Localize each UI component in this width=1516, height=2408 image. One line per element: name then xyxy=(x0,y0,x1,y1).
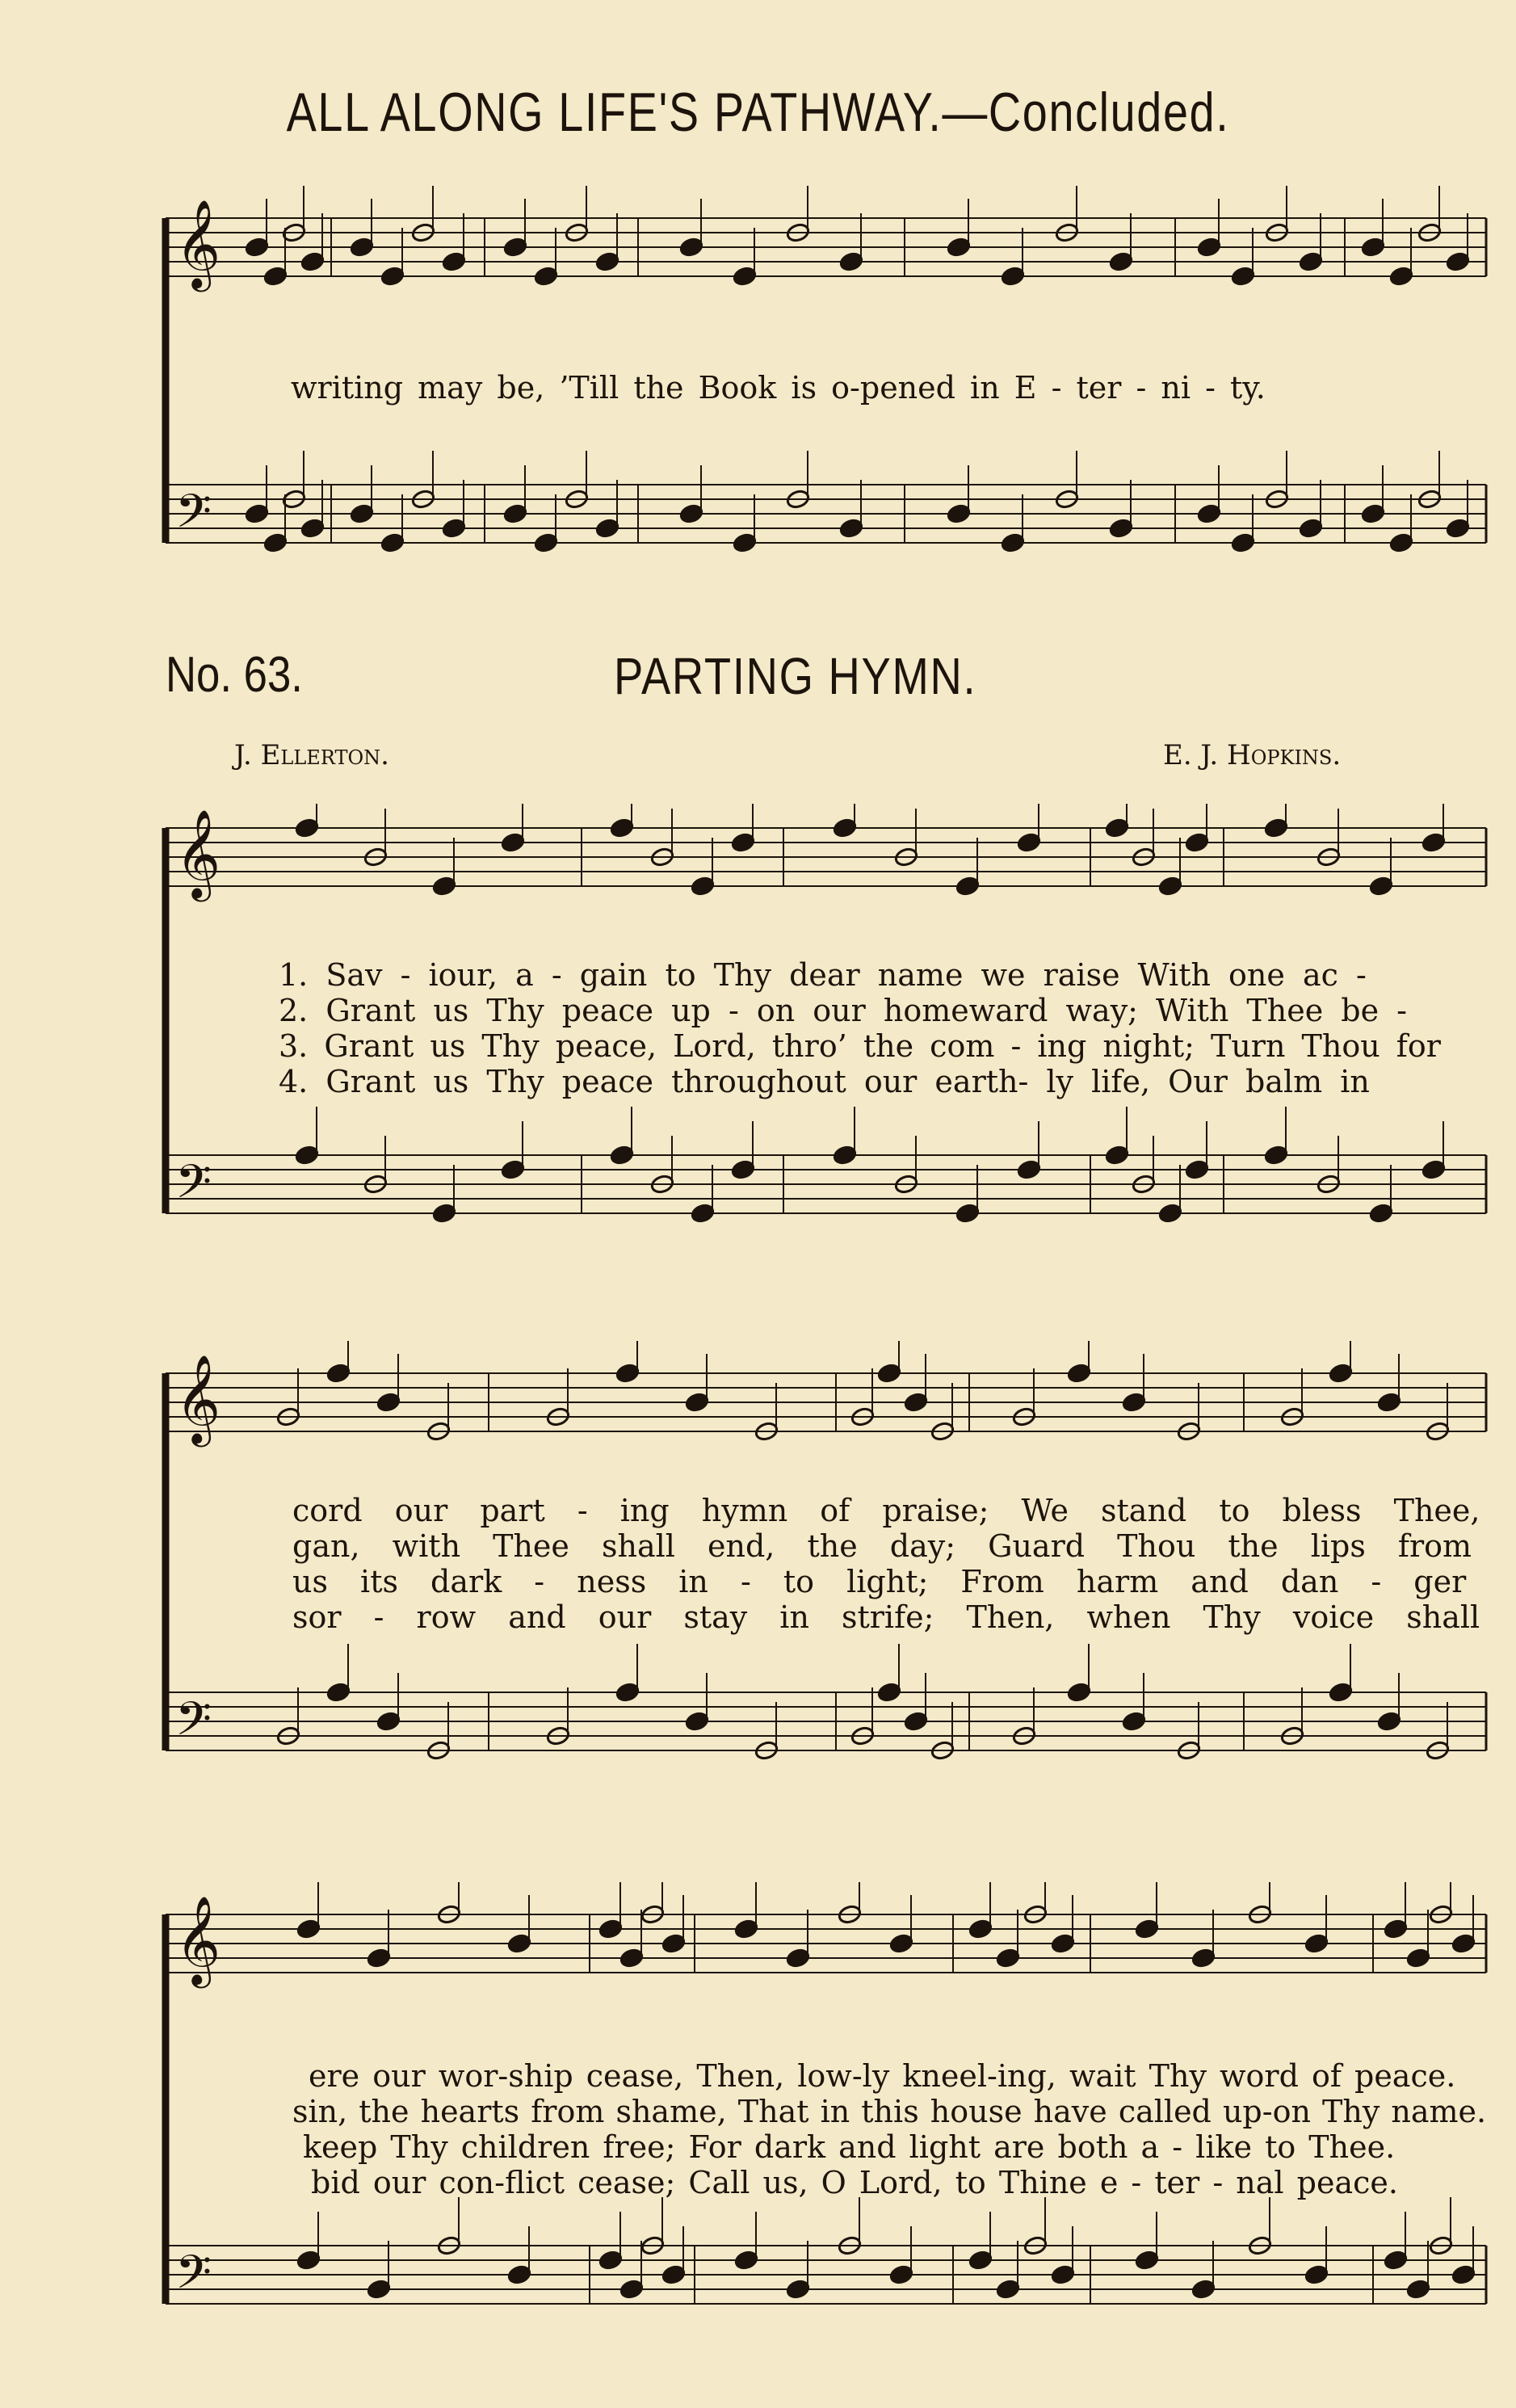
system2-verse-2: gan, with Thee shall end, the day; Guard Thou the lips from xyxy=(292,1528,1472,1564)
svg-text:𝄢: 𝄢 xyxy=(175,2245,212,2311)
system3-verse-4: bid our con-flict cease; Call us, O Lord, to Thine e - ter - nal peace. xyxy=(311,2165,1398,2200)
system2-verse-3: us its dark - ness in - to light; From harm and dan - ger xyxy=(292,1564,1467,1599)
svg-text:𝄞: 𝄞 xyxy=(175,809,221,898)
system2-verse-1: cord our part - ing hymn of praise; We stand to bless Thee, xyxy=(292,1493,1480,1528)
svg-text:𝄞: 𝄞 xyxy=(175,1355,221,1444)
system1-verse-3: 3. Grant us Thy peace, Lord, thro’ the com - ing night; Turn Thou for xyxy=(279,1028,1441,1064)
previous-hymn-title: ALL ALONG LIFE'S PATHWAY.—Concluded. xyxy=(286,82,1230,143)
svg-text:𝄞: 𝄞 xyxy=(175,200,221,288)
svg-text:𝄞: 𝄞 xyxy=(175,1896,221,1985)
hymn-number: No. 63. xyxy=(166,647,303,703)
hymn-composer: E. J. Hopkins. xyxy=(1163,739,1342,771)
hymn-title: PARTING HYMN. xyxy=(614,647,977,705)
system1-verse-1: 1. Sav - iour, a - gain to Thy dear name we raise With one ac - xyxy=(279,957,1367,993)
svg-text:𝄢: 𝄢 xyxy=(175,1691,212,1758)
system1-verse-2: 2. Grant us Thy peace up - on our homeward way; With Thee be - xyxy=(279,993,1408,1028)
system3-verse-3: keep Thy children free; For dark and light are both a - like to Thee. xyxy=(303,2129,1396,2165)
system1-verse-4: 4. Grant us Thy peace throughout our earth- ly life, Our balm in xyxy=(279,1064,1370,1099)
system3-verse-2: sin, the hearts from shame, That in this house have called up-on Thy name. xyxy=(292,2094,1487,2129)
hymn-author: J. Ellerton. xyxy=(234,739,389,771)
concluded-lyric-line: writing may be, ’Till the Book is o-pened in E - ter - ni - ty. xyxy=(291,370,1266,406)
system3-verse-1: ere our wor-ship cease, Then, low-ly kneel-ing, wait Thy word of peace. xyxy=(309,2058,1456,2094)
system2-verse-4: sor - row and our stay in strife; Then, when Thy voice shall xyxy=(292,1599,1480,1635)
svg-text:𝄢: 𝄢 xyxy=(175,1154,212,1221)
svg-text:𝄢: 𝄢 xyxy=(175,484,212,550)
